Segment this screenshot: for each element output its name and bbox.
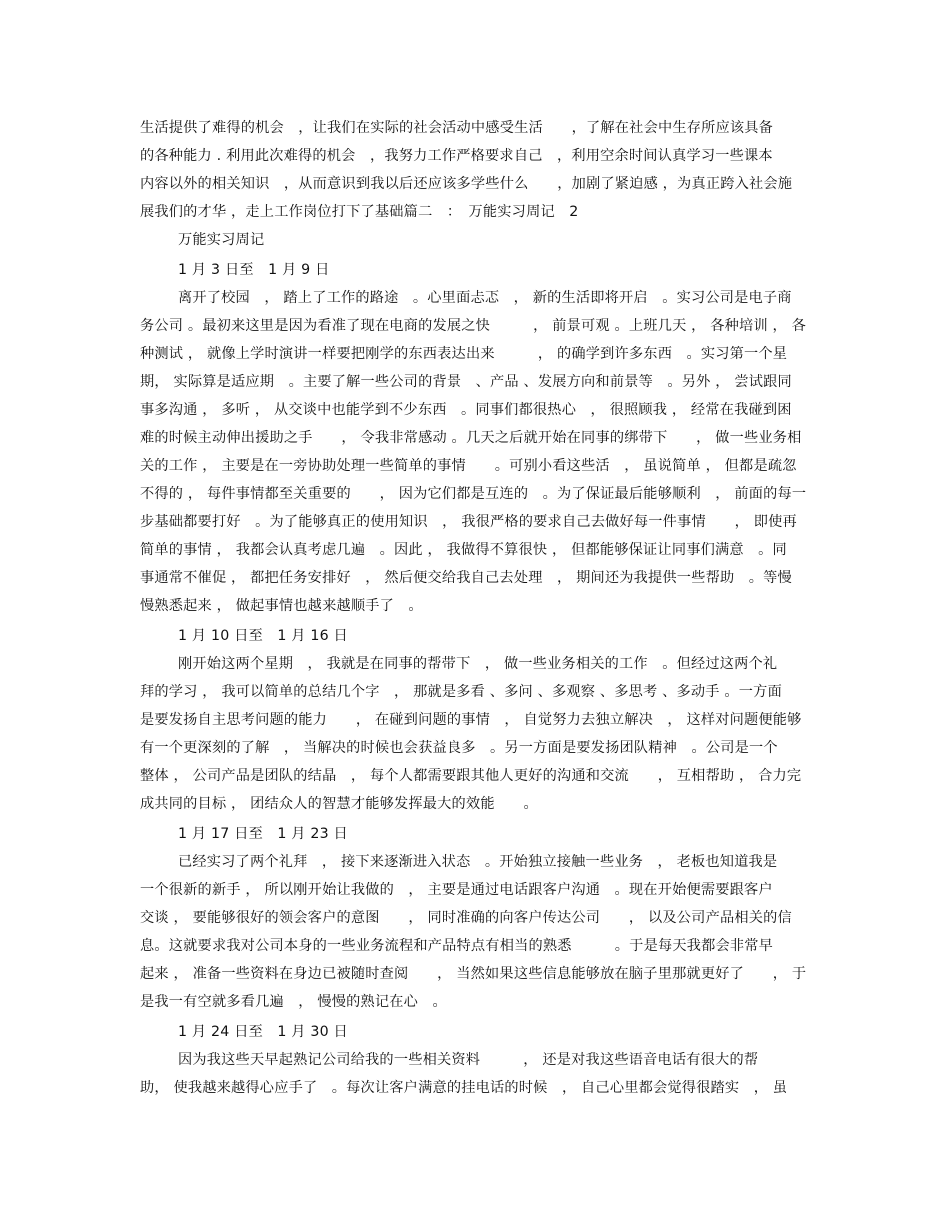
paragraph-first-line: 因为我这些天早起熟记公司给我的一些相关资料 ， 还是对我这些语音电话有很大的帮 [178,1052,759,1068]
paragraph-first-line: 刚开始这两个星期 ， 我就是在同事的帮带下 ， 做一些业务相关的工作 。但经过这两个礼 [178,656,778,672]
text-line: 交谈 ， 要能够很好的领会客户的意图 ， 同时准确的向客户传达公司 ， 以及公司产品相关的信 [140,910,792,926]
text-line: 拜的学习 ， 我可以简单的总结几个字 ， 那就是多看 、多问 、多观察 、多思考 、多动手 。一方面 [140,684,782,700]
text-line: 一个很新的新手 ， 所以刚开始让我做的 ， 主要是通过电话跟客户沟通 。现在开始便需要跟客户 [140,882,773,898]
text-line: 难的时候主动伸出援助之手 ， 令我非常感动 。几天之后就开始在同事的绑带下 ， 做一些业务相 [140,430,802,446]
text-line: 种测试 ， 就像上学时演讲一样要把刚学的东西表达出来 ， 的确学到许多东西 。实习第一个星 [140,346,788,362]
text-line: 整体 ， 公司产品是团队的结晶 ， 每个人都需要跟其他人更好的沟通和交流 ， 互相帮助 ， 合力完 [140,768,802,784]
text-line: 事通常不催促 ， 都把任务安排好 ， 然后便交给我自己去处理 ， 期间还为我提供一些帮助 。等慢 [140,570,792,586]
text-line: 慢熟悉起来 ， 做起事情也越来越顺手了 。 [140,598,423,614]
paragraph-first-line: 已经实习了两个礼拜 ， 接下来逐渐进入状态 。开始独立接触一些业务 ， 老板也知道我是 [178,854,778,870]
text-line: 的各种能力 . 利用此次难得的机会 ，我努力工作严格要求自己 ，利用空余时间认真学习一些课本 [140,148,773,164]
text-line: 起来 ， 准备一些资料在身边已被随时查阅 ， 当然如果这些信息能够放在脑子里那就更好了 ， 于 [140,966,807,982]
text-line: 生活提供了难得的机会 ，让我们在实际的社会活动中感受生活 ，了解在社会中生存所应该具备 [140,120,774,136]
text-line: 步基础都要打好 。为了能够真正的使用知识 ， 我很严格的要求自己去做好每一件事情 ， 即使再 [140,514,797,530]
week-heading: 1 月 10 日至 1 月 16 日 [178,628,348,644]
text-line: 是我一有空就多看几遍 ， 慢慢的熟记在心 。 [140,994,447,1010]
week-heading: 1 月 24 日至 1 月 30 日 [178,1024,348,1040]
text-line: 务公司 。最初来这里是因为看准了现在电商的发展之快 ， 前景可观 。上班几天 ， 各种培训 ， 各 [140,318,807,334]
week-heading: 1 月 3 日至 1 月 9 日 [178,262,330,278]
text-line: 内容以外的相关知识 ，从而意识到我以后还应该多学些什么 ，加剧了紧迫感 ，为真正跨入社会施 [140,176,793,192]
text-line: 展我们的才华 ，走上工作岗位打下了基础篇二 ： 万能实习周记 2 [140,204,579,220]
section-title: 万能实习周记 [178,232,265,248]
text-line: 期， 实际算是适应期 。主要了解一些公司的背景 、产品 、发展方向和前景等 。另外 ， 尝试跟同 [140,374,792,390]
text-line: 事多沟通 ， 多听 ， 从交谈中也能学到不少东西 。同事们都很热心 ， 很照顾我 ， 经常在我碰到困 [140,402,792,418]
text-line: 关的工作 ， 主要是在一旁协助处理一些简单的事情 。可别小看这些活 ， 虽说简单 ， 但都是疏忽 [140,458,797,474]
text-line: 是要发扬自主思考问题的能力 ， 在碰到问题的事情 ， 自觉努力去独立解决 ， 这样对问题便能够 [140,712,802,728]
text-line: 成共同的目标 ， 团结众人的智慧才能够发挥最大的效能 。 [140,796,538,812]
text-line: 息。这就要求我对公司本身的一些业务流程和产品特点有相当的熟悉 。于是每天我都会非常早 [140,938,774,954]
week-heading: 1 月 17 日至 1 月 23 日 [178,826,348,842]
text-line: 简单的事情 ， 我都会认真考虑几遍 。因此 ， 我做得不算很快 ， 但都能够保证让同事们满意 。同 [140,542,787,558]
text-line: 不得的 ， 每件事情都至关重要的 ， 因为它们都是互连的 。为了保证最后能够顺利 ， 前面的每一 [140,486,807,502]
paragraph-first-line: 离开了校园 ， 踏上了工作的路途 。心里面忐忑 ， 新的生活即将开启 。实习公司是电子商 [178,290,792,306]
text-line: 助， 使我越来越得心应手了 。每次让客户满意的挂电话的时候 ， 自己心里都会觉得很踏实 ， 虽 [140,1080,788,1096]
text-line: 有一个更深刻的了解 ， 当解决的时候也会获益良多 。另一方面是要发扬团队精神 。公司是一个 [140,740,778,756]
